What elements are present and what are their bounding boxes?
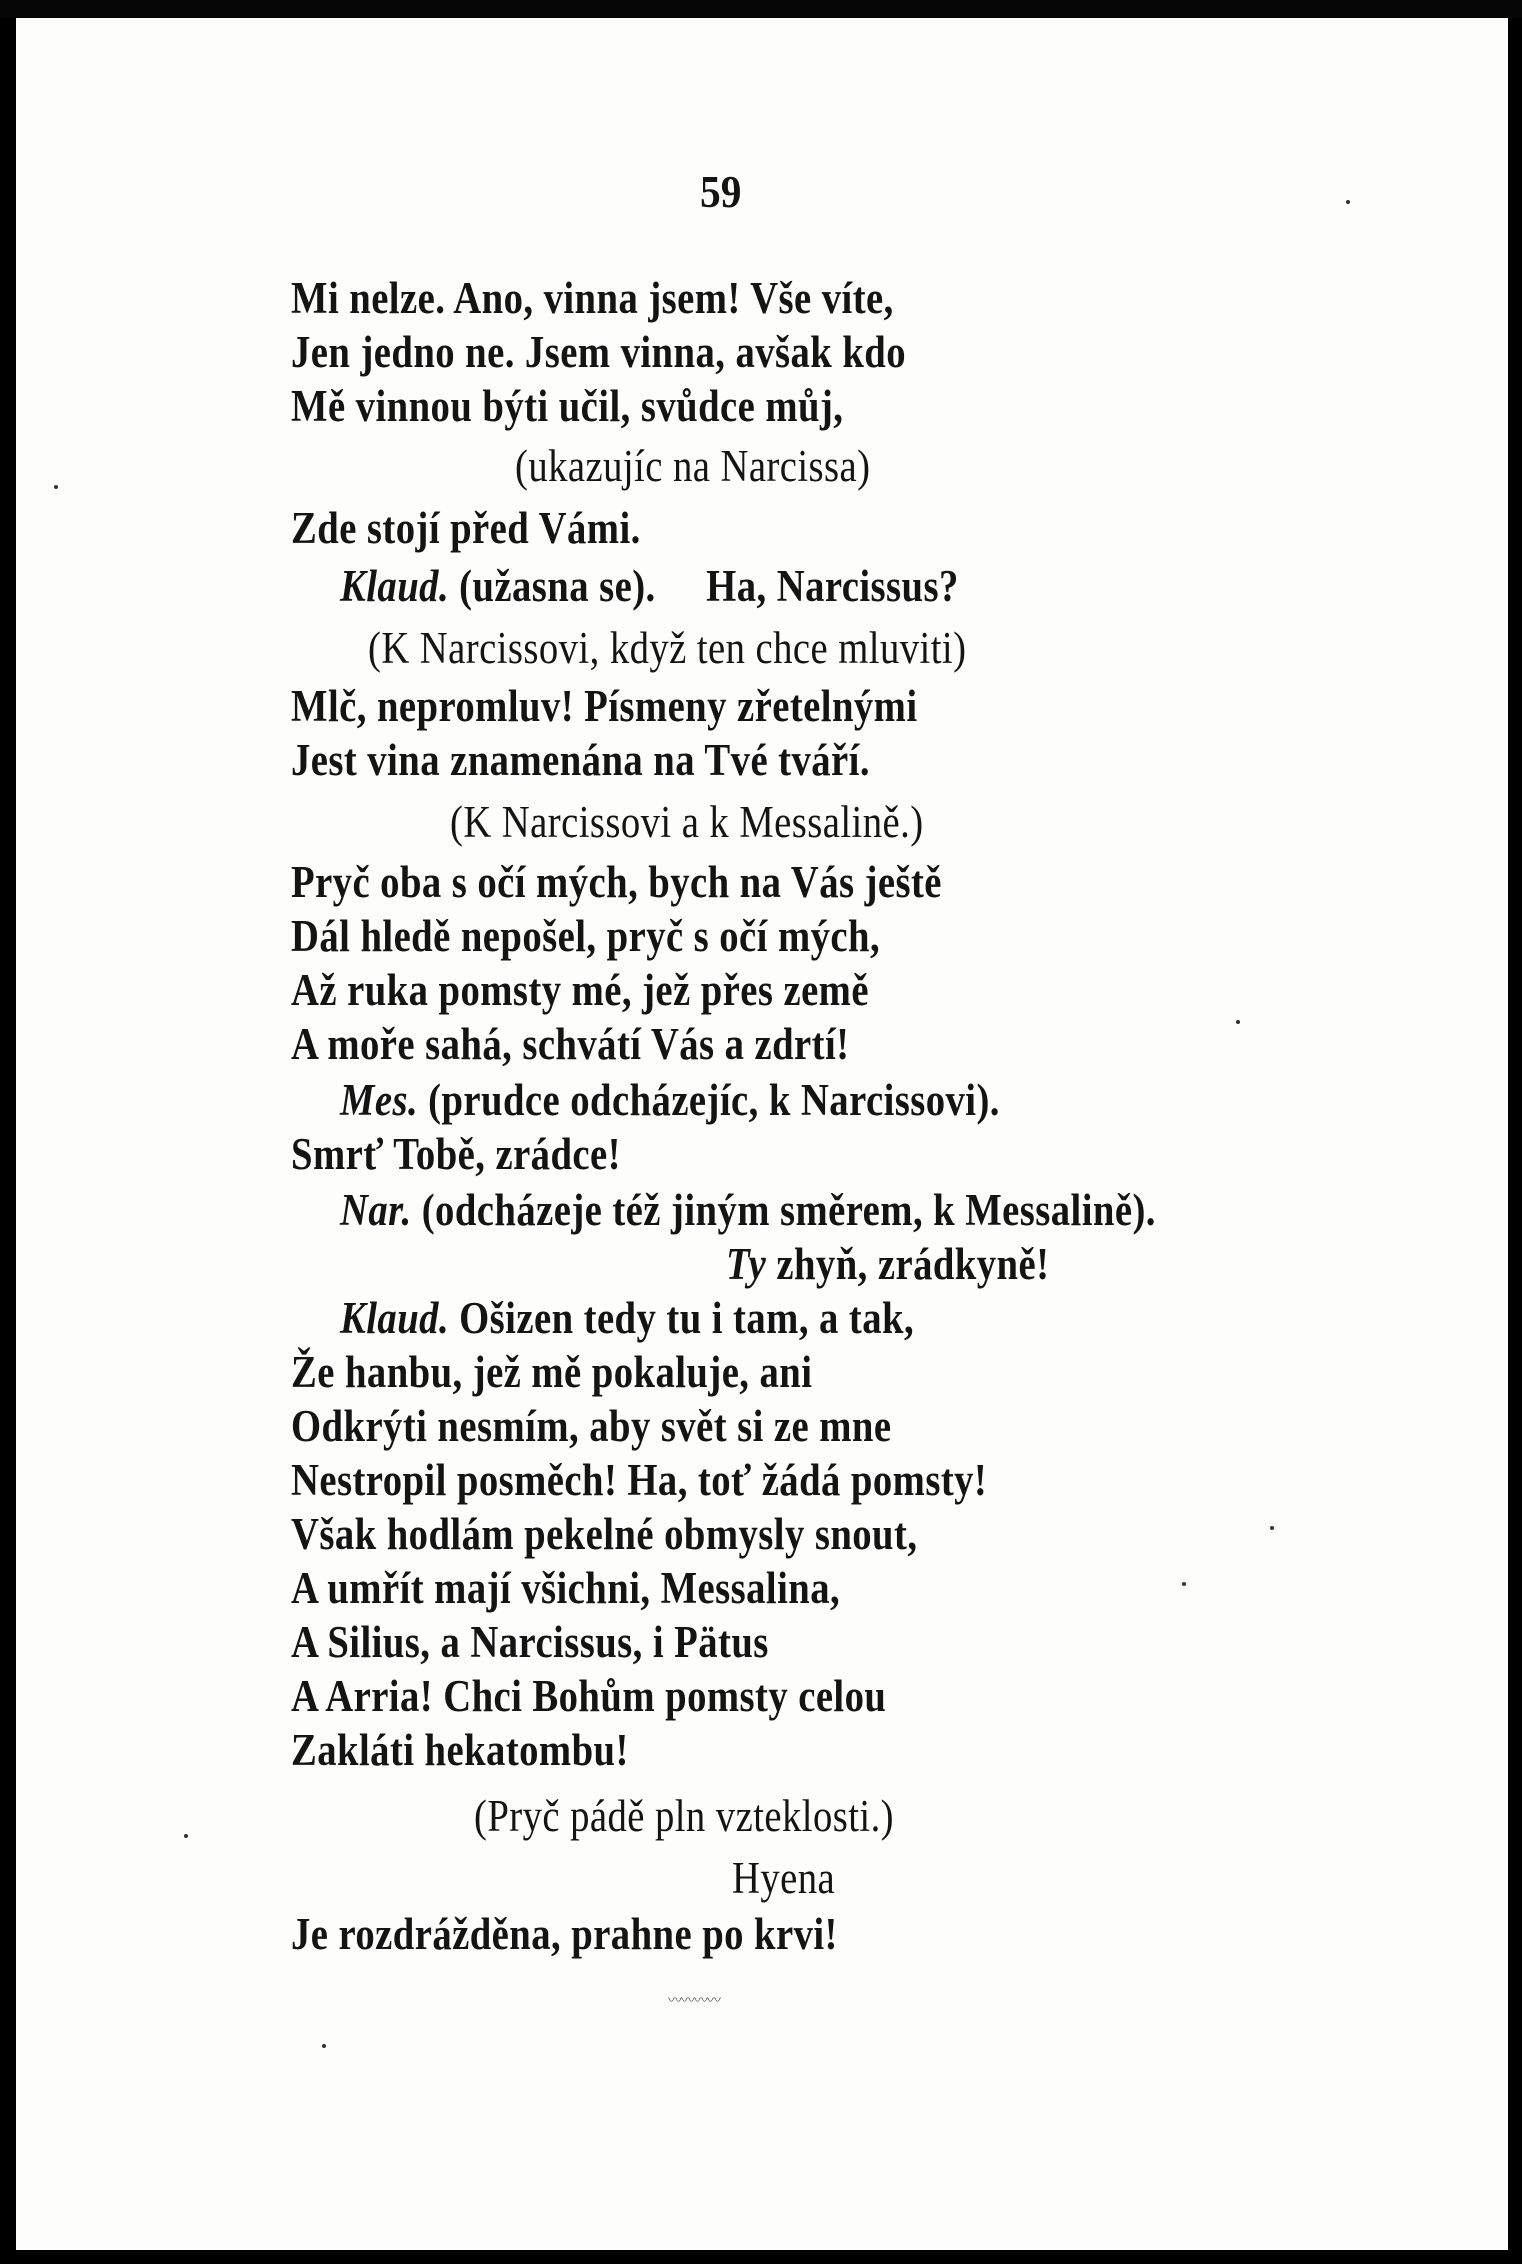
- verse-line: Mlč, nepromluv! Písmeny zřetelnými: [291, 681, 918, 731]
- verse-line: A moře sahá, schvátí Vás a zdrtí!: [291, 1019, 850, 1069]
- speaker-name: Klaud.: [340, 1293, 450, 1343]
- verse-line: Odkrýti nesmím, aby svět si ze mne: [291, 1401, 892, 1451]
- speck: [1346, 200, 1350, 204]
- verse-line: Jen jedno ne. Jsem vinna, avšak kdo: [291, 327, 907, 377]
- speaker-name: Nar.: [340, 1185, 412, 1235]
- verse-line: Nestropil posměch! Ha, toť žádá pomsty!: [291, 1455, 988, 1505]
- speck: [184, 1834, 188, 1838]
- speck: [54, 485, 58, 489]
- verse-line: Hyena: [732, 1853, 836, 1903]
- verse-line: A Arria! Chci Bohům pomsty celou: [291, 1671, 887, 1721]
- verse-line: A Silius, a Narcissus, i Pätus: [291, 1617, 769, 1667]
- verse-line: Však hodlám pekelné obmysly snout,: [291, 1509, 918, 1559]
- speck: [1182, 1582, 1186, 1586]
- speaker-line: Mes. (prudce odcházejíc, k Narcissovi).: [340, 1075, 1000, 1125]
- verse-line: Jest vina znamenána na Tvé tváří.: [291, 735, 870, 785]
- stage-direction: (K Narcissovi, když ten chce mluviti): [368, 623, 967, 673]
- verse-line: Že hanbu, jež mě pokaluje, ani: [291, 1347, 813, 1397]
- speaker-name: Mes.: [340, 1075, 419, 1125]
- speck: [322, 2044, 326, 2048]
- page-number: 59: [700, 166, 742, 217]
- speaker-name: Ty: [726, 1239, 767, 1289]
- stage-direction: (K Narcissovi a k Messalině.): [450, 797, 924, 847]
- stage-direction: (Pryč pádě pln vzteklosti.): [474, 1791, 895, 1841]
- verse-line: Smrť Tobě, zrádce!: [291, 1129, 621, 1179]
- end-ornament: 〰〰〰〰: [668, 1994, 720, 2002]
- verse-line: Pryč oba s očí mých, bych na Vás ještě: [291, 857, 942, 907]
- verse-line: Dál hledě nepošel, pryč s očí mých,: [291, 911, 881, 961]
- verse-line: Mě vinnou býti učil, svůdce můj,: [291, 381, 844, 431]
- speaker-line: Klaud. (užasna se). Ha, Narcissus?: [340, 561, 959, 611]
- verse-line: Zakláti hekatombu!: [291, 1725, 629, 1775]
- verse-line: Zde stojí před Vámi.: [291, 503, 641, 553]
- speaker-line: Nar. (odcházeje též jiným směrem, k Messalině).: [340, 1185, 1156, 1235]
- verse-line: Je rozdrážděna, prahne po krvi!: [291, 1909, 838, 1959]
- verse-line: Až ruka pomsty mé, jež přes země: [291, 965, 869, 1015]
- speaker-line: Klaud. Ošizen tedy tu i tam, a tak,: [340, 1293, 915, 1343]
- page-top-edge: [0, 0, 1522, 18]
- stage-direction: (ukazujíc na Narcissa): [515, 441, 871, 491]
- speck: [1270, 1526, 1274, 1530]
- verse-line: Mi nelze. Ano, vinna jsem! Vše víte,: [291, 273, 894, 323]
- speaker-line: Ty zhyň, zrádkyně!: [726, 1239, 1050, 1289]
- speaker-name: Klaud.: [340, 561, 450, 611]
- verse-line: A umřít mají všichni, Messalina,: [291, 1563, 841, 1613]
- speck: [1236, 1020, 1240, 1024]
